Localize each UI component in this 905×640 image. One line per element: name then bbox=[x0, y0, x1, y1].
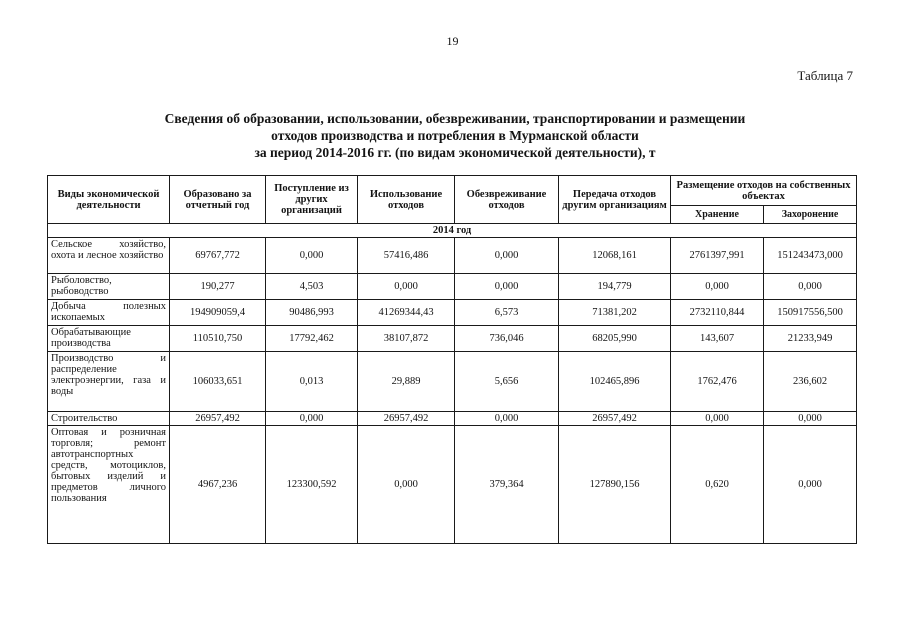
header-storage: Хранение bbox=[671, 206, 764, 224]
cell-storage: 2732110,844 bbox=[671, 300, 764, 326]
table-row bbox=[48, 274, 857, 300]
cell-burial: 0,000 bbox=[764, 412, 857, 426]
cell-transferred: 12068,161 bbox=[559, 238, 671, 274]
header-used: Использование отходов bbox=[358, 176, 455, 224]
cell-used: 0,000 bbox=[358, 426, 455, 544]
row-kind: Производство и распределение электроэнергии, газа и воды bbox=[48, 352, 170, 412]
page-number: 19 bbox=[446, 34, 459, 48]
cell-received: 123300,592 bbox=[266, 426, 358, 544]
cell-used: 41269344,43 bbox=[358, 300, 455, 326]
cell-formed: 106033,651 bbox=[170, 352, 266, 412]
header-transferred: Передача отходов другим организациям bbox=[559, 176, 671, 224]
cell-neutralized: 6,573 bbox=[455, 300, 559, 326]
cell-neutralized: 379,364 bbox=[455, 426, 559, 544]
cell-received: 0,000 bbox=[266, 238, 358, 274]
title-line-3: за период 2014-2016 гг. (по видам экономической деятельности), т bbox=[254, 145, 656, 160]
header-placement: Размещение отходов на собственных объектах bbox=[671, 176, 857, 206]
table-row bbox=[48, 352, 857, 412]
cell-used: 29,889 bbox=[358, 352, 455, 412]
cell-storage: 2761397,991 bbox=[671, 238, 764, 274]
row-kind: Добыча полезных ископаемых bbox=[48, 300, 170, 326]
cell-burial: 150917556,500 bbox=[764, 300, 857, 326]
waste-table bbox=[47, 175, 857, 544]
cell-formed: 69767,772 bbox=[170, 238, 266, 274]
document-title bbox=[60, 110, 850, 161]
cell-storage: 0,620 bbox=[671, 426, 764, 544]
cell-neutralized: 736,046 bbox=[455, 326, 559, 352]
cell-formed: 194909059,4 bbox=[170, 300, 266, 326]
cell-transferred: 194,779 bbox=[559, 274, 671, 300]
cell-storage: 143,607 bbox=[671, 326, 764, 352]
cell-transferred: 68205,990 bbox=[559, 326, 671, 352]
cell-received: 4,503 bbox=[266, 274, 358, 300]
table-row bbox=[48, 238, 857, 274]
cell-used: 0,000 bbox=[358, 274, 455, 300]
table-row bbox=[48, 412, 857, 426]
cell-burial: 151243473,000 bbox=[764, 238, 857, 274]
row-kind: Сельское хозяйство, охота и лесное хозяйство bbox=[48, 238, 170, 274]
cell-transferred: 26957,492 bbox=[559, 412, 671, 426]
cell-neutralized: 0,000 bbox=[455, 412, 559, 426]
title-line-2: отходов производства и потребления в Мурманской области bbox=[271, 128, 639, 143]
table-row bbox=[48, 326, 857, 352]
cell-received: 0,013 bbox=[266, 352, 358, 412]
cell-formed: 26957,492 bbox=[170, 412, 266, 426]
header-neutralized: Обезвреживание отходов bbox=[455, 176, 559, 224]
cell-formed: 110510,750 bbox=[170, 326, 266, 352]
cell-burial: 0,000 bbox=[764, 426, 857, 544]
cell-formed: 190,277 bbox=[170, 274, 266, 300]
cell-used: 57416,486 bbox=[358, 238, 455, 274]
cell-neutralized: 5,656 bbox=[455, 352, 559, 412]
table-row bbox=[48, 426, 857, 544]
row-kind: Рыболовство, рыбоводство bbox=[48, 274, 170, 300]
cell-used: 38107,872 bbox=[358, 326, 455, 352]
cell-neutralized: 0,000 bbox=[455, 238, 559, 274]
header-received: Поступление из других организаций bbox=[266, 176, 358, 224]
cell-storage: 0,000 bbox=[671, 274, 764, 300]
cell-received: 0,000 bbox=[266, 412, 358, 426]
cell-storage: 1762,476 bbox=[671, 352, 764, 412]
row-kind: Строительство bbox=[48, 412, 170, 426]
cell-received: 17792,462 bbox=[266, 326, 358, 352]
row-kind: Обрабатывающие производства bbox=[48, 326, 170, 352]
cell-burial: 236,602 bbox=[764, 352, 857, 412]
title-line-1: Сведения об образовании, использовании, обезвреживании, транспортировании и размещении bbox=[164, 111, 746, 126]
table-row bbox=[48, 300, 857, 326]
cell-burial: 0,000 bbox=[764, 274, 857, 300]
cell-used: 26957,492 bbox=[358, 412, 455, 426]
table-label: Таблица 7 bbox=[797, 68, 853, 83]
header-burial: Захоронение bbox=[764, 206, 857, 224]
year-label: 2014 год bbox=[48, 224, 857, 238]
cell-storage: 0,000 bbox=[671, 412, 764, 426]
cell-burial: 21233,949 bbox=[764, 326, 857, 352]
header-formed: Образовано за отчетный год bbox=[170, 176, 266, 224]
cell-transferred: 102465,896 bbox=[559, 352, 671, 412]
cell-transferred: 71381,202 bbox=[559, 300, 671, 326]
cell-neutralized: 0,000 bbox=[455, 274, 559, 300]
row-kind: Оптовая и розничная торговля; ремонт автотранспортных средств, мотоциклов, бытовых изделий и предметов личного пользования bbox=[48, 426, 170, 544]
cell-formed: 4967,236 bbox=[170, 426, 266, 544]
header-kind: Виды экономической деятельности bbox=[48, 176, 170, 224]
cell-received: 90486,993 bbox=[266, 300, 358, 326]
cell-transferred: 127890,156 bbox=[559, 426, 671, 544]
